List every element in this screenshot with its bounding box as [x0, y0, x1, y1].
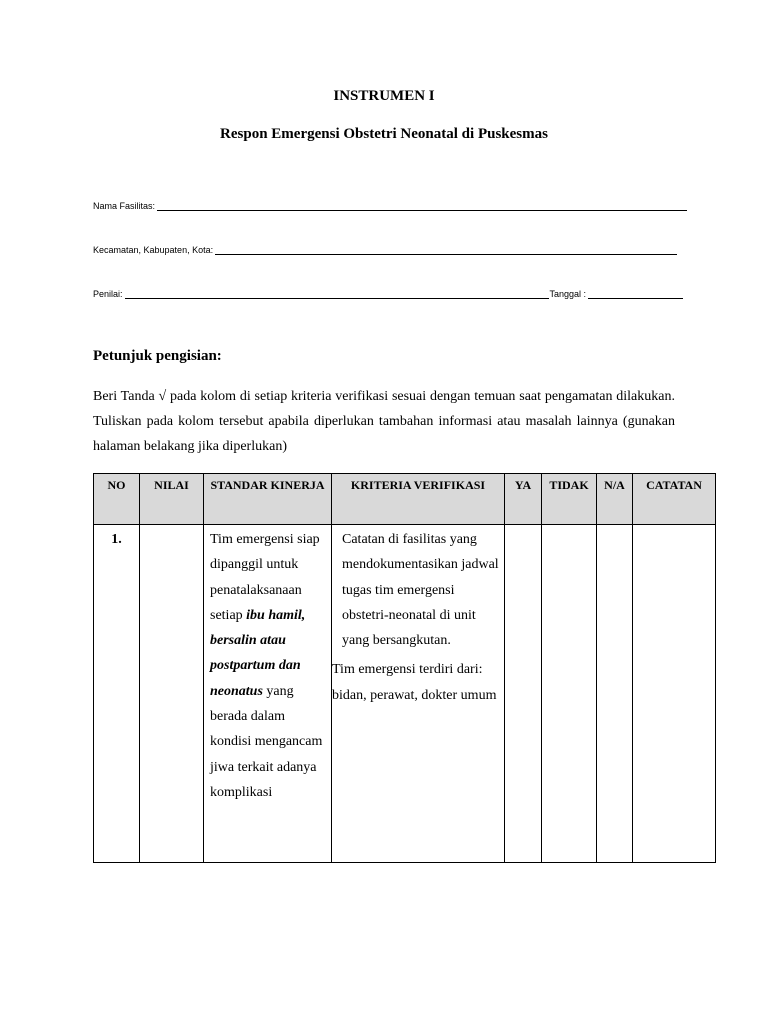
header-na: N/A	[597, 474, 633, 525]
cell-na[interactable]	[597, 525, 633, 863]
instructions-heading: Petunjuk pengisian:	[93, 348, 222, 364]
cell-nilai[interactable]	[140, 525, 204, 863]
district-field	[93, 244, 677, 255]
header-tidak: TIDAK	[542, 474, 597, 525]
header-nilai: NILAI	[140, 474, 204, 525]
facility-input-line[interactable]	[157, 200, 687, 211]
header-catatan: CATATAN	[633, 474, 716, 525]
document-title: INSTRUMEN I	[333, 88, 435, 104]
district-label: Kecamatan, Kabupaten, Kota:	[93, 245, 214, 255]
kriteria-item-1: Catatan di fasilitas yang mendokumentasikan jadwal tugas tim emergensi obstetri-neonatal di unit yang bersangkutan.	[342, 532, 499, 649]
cell-tidak[interactable]	[542, 525, 597, 863]
header-kriteria-verifikasi: KRITERIA VERIFIKASI	[332, 474, 505, 525]
verification-table	[93, 473, 716, 863]
cell-catatan[interactable]	[633, 525, 716, 863]
facility-field	[93, 200, 687, 211]
cell-kriteria-verifikasi	[332, 525, 505, 863]
kriteria-item-2: Tim emergensi terdiri dari: bidan, perawat, dokter umum	[332, 662, 497, 703]
date-label: Tanggal :	[549, 289, 587, 299]
standar-text-bold: ibu hamil, bersalin atau postpartum dan neonatus	[210, 607, 306, 699]
instructions-text: Beri Tanda √ pada kolom di setiap kriteria verifikasi sesuai dengan temuan saat pengamatan dilakukan. Tuliskan pada kolom tersebut apabila diperlukan tambahan informasi atau masalah lainnya (gunakan halaman belakang jika diperlukan)	[93, 389, 675, 454]
date-input-line[interactable]	[588, 288, 683, 299]
document-subtitle: Respon Emergensi Obstetri Neonatal di Puskesmas	[220, 126, 548, 142]
assessor-field	[93, 288, 683, 299]
standar-text-pre: Tim emergensi siap dipanggil untuk penatalaksanaan setiap	[210, 532, 320, 623]
standar-text-post: yang berada dalam kondisi mengancam jiwa terkait adanya komplikasi	[210, 683, 323, 800]
header-no: NO	[94, 474, 140, 525]
assessor-input-line[interactable]	[125, 288, 549, 299]
header-ya: YA	[505, 474, 542, 525]
district-input-line[interactable]	[215, 244, 677, 255]
header-standar-kinerja: STANDAR KINERJA	[204, 474, 332, 525]
table-header-row	[94, 474, 716, 525]
assessor-label: Penilai:	[93, 289, 123, 299]
cell-no: 1.	[94, 525, 140, 863]
facility-label: Nama Fasilitas:	[93, 201, 156, 211]
cell-ya[interactable]	[505, 525, 542, 863]
table-row	[94, 525, 716, 863]
cell-standar-kinerja	[204, 525, 332, 863]
